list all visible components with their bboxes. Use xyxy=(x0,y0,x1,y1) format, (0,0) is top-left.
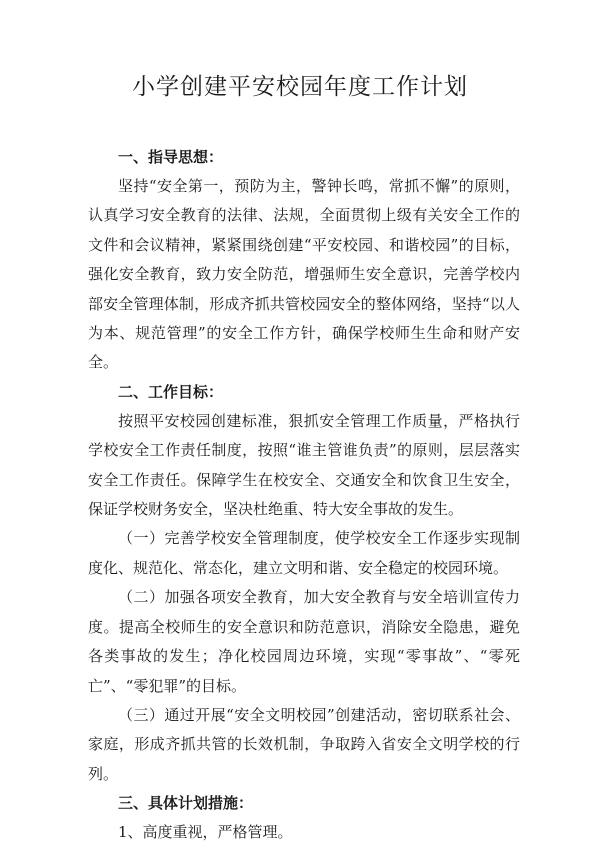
document-title: 小学创建平安校园年度工作计划 xyxy=(132,74,468,100)
section-heading: 三、具体计划措施： xyxy=(118,794,254,813)
section-guiding-thought xyxy=(88,143,520,378)
paragraph: 按照平安校园创建标准，狠抓安全管理工作质量，严格执行学校安全工作责任制度，按照“谁主管谁负责”的原则，层层落实安全工作责任。保障学生在校安全、交通安全和饮食卫生安全，保证学校财务安全，坚决杜绝重、特大安全事故的发生。 xyxy=(88,411,520,519)
section-specific-measures xyxy=(88,789,520,847)
paragraph: 坚持“安全第一，预防为主，警钟长鸣，常抓不懈”的原则，认真学习安全教育的法律、法规，全面贯彻上级有关安全工作的文件和会议精神，紧紧围绕创建“平安校园、和谐校园”的目标，强化安全教育，致力安全防范，增强师生安全意识，完善学校内部安全管理体制，形成齐抓共管校园安全的整体网络，坚持“以人为本、规范管理”的安全工作方针，确保学校师生生命和财产安全。 xyxy=(88,177,520,372)
section-heading: 一、指导思想： xyxy=(118,148,224,166)
paragraph: （一）完善学校安全管理制度，使学校安全工作逐步实现制度化、规范化、常态化，建立文明和谐、安全稳定的校园环境。 xyxy=(88,529,520,577)
list-item: 1、高度重视，严格管理。 xyxy=(118,823,293,842)
paragraph: （三）通过开展“安全文明校园”创建活动，密切联系社会、家庭，形成齐抓共管的长效机制，争取跨入省安全文明学校的行列。 xyxy=(88,705,520,783)
paragraph: （二）加强各项安全教育，加大安全教育与安全培训宣传力度。提高全校师生的安全意识和防范意识，消除安全隐患，避免各类事故的发生；净化校园周边环境，实现“零事故”、“零死亡”、“零犯罪”的目标。 xyxy=(88,588,520,695)
section-heading: 二、工作目标： xyxy=(118,382,224,401)
document-body xyxy=(88,143,520,847)
section-work-goals xyxy=(88,378,520,789)
